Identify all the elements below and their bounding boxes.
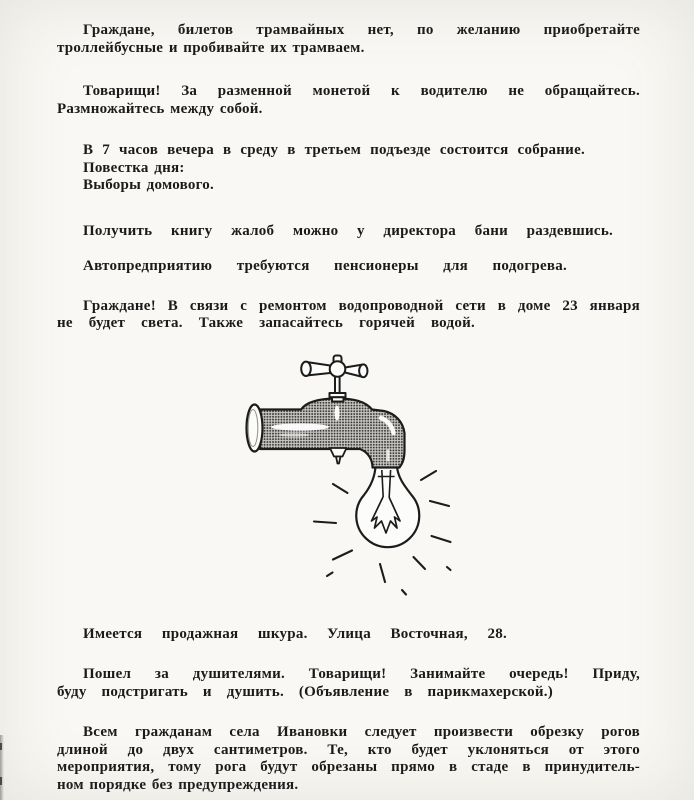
announcement-8 [57,666,640,701]
text-line: Получить книгу жалоб можно у директора бани раздевшись. [83,222,613,239]
announcement-1 [57,22,640,57]
text-line: ном порядке без предупреждения. [57,776,299,793]
text-line: мероприятия, тому рога будут обрезаны прямо в стаде в принудитель- [57,759,640,775]
announcement-6 [57,298,640,333]
light-bulb-icon [356,466,419,547]
text-line: Пошел за душителями. Товарищи! Занимайте очередь! Приду, [83,666,640,682]
text-line: троллейбусные и пробивайте их трамваем. [57,39,365,56]
faucet-body [247,398,405,467]
faucet-lightbulb-illustration [245,351,460,601]
text-line: буду подстригать и душить. (Объявление в парикмахерской.) [57,683,553,700]
text-line: Граждане! В связи с ремонтом водопроводной сети в доме 23 января [83,297,640,314]
text-line: Всем гражданам села Ивановки следует произвести обрезку рогов [83,724,640,740]
text-line: не будет света. Также запасайтесь горячей водой. [57,315,475,331]
announcement-3 [57,142,640,195]
announcement-5 [57,258,640,276]
drain-nut [330,448,347,464]
announcement-7 [57,626,640,644]
announcement-4 [57,223,640,241]
flange [247,404,263,451]
announcement-9 [57,724,640,794]
text-line: Автопредприятию требуются пенсионеры для подогрева. [83,258,567,274]
text-line: Граждане, билетов трамвайных нет, по желанию приобретайте [83,22,640,38]
text-line: Повестка дня: [83,159,185,176]
text-line: Товарищи! За разменной монетой к водителю не обращайтесь. [83,83,640,99]
scan-artifact [0,743,2,750]
faucet-handle [301,355,367,401]
scan-artifact [0,777,2,785]
text-line: длиной до двух сантиметров. Те, кто будет уклоняться от этого [57,741,640,758]
text-line: Выборы домового. [83,177,215,193]
text-line: Размножайтесь между собой. [57,100,263,117]
text-line: В 7 часов вечера в среду в третьем подъезде состоится собрание. [83,142,585,158]
text-line: Имеется продажная шкура. Улица Восточная, 28. [83,625,507,642]
announcement-2 [57,83,640,118]
